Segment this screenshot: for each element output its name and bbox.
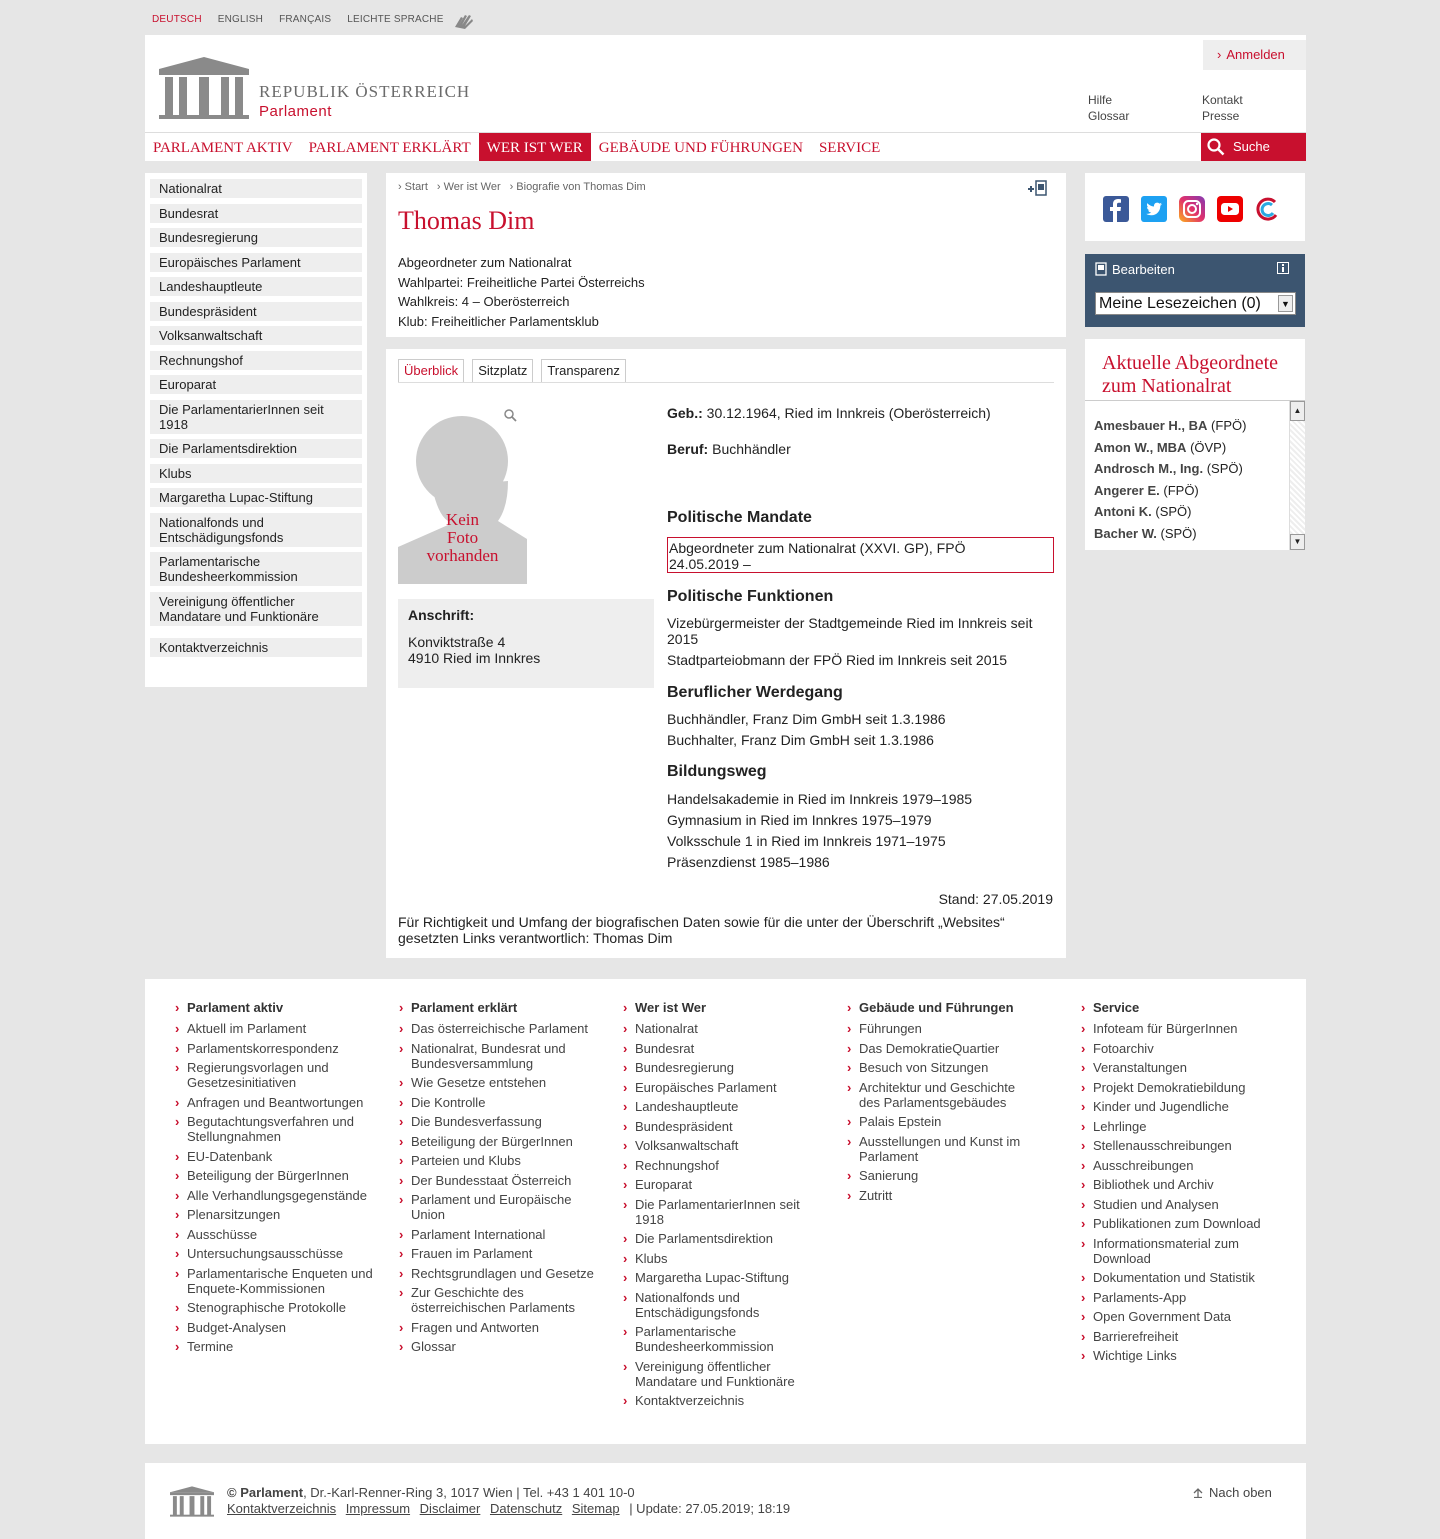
person-name: Thomas Dim: [398, 206, 535, 235]
footer-bottom: [145, 1463, 1306, 1539]
sidebar-item[interactable]: Bundesrat: [150, 204, 362, 223]
footer-link[interactable]: Kontaktverzeichnis: [227, 1501, 337, 1516]
chevron-down-icon: ▼: [1278, 295, 1293, 312]
tab-divider: [398, 382, 1054, 383]
address-line: Konviktstraße 4: [408, 634, 506, 650]
footer-link[interactable]: › Regierungsvorlagen und Gesetzesinitiativen: [175, 1060, 375, 1090]
sidebar-item[interactable]: Bundesregierung: [150, 228, 362, 247]
instagram-icon[interactable]: [1179, 196, 1205, 222]
breadcrumb-current: › Biografie von Thomas Dim: [510, 181, 646, 193]
member-name: Amesbauer H., BA: [1094, 418, 1208, 433]
footer-sitemap: [145, 979, 1306, 1444]
member-name: Amon W., MBA: [1094, 439, 1187, 455]
footer-link[interactable]: › Nationalfonds und Entschädigungsfonds: [623, 1290, 823, 1320]
photo-placeholder[interactable]: [398, 397, 527, 584]
funktion-item: Vizebürgermeister der Stadtgemeinde Ried im Innkreis seit 2015: [667, 615, 1033, 647]
footer-link[interactable]: Disclaimer: [419, 1501, 481, 1516]
address-text: , Dr.-Karl-Renner-Ring 3, 1017 Wien | Tel. +43 1 401 10-0: [303, 1485, 635, 1500]
sign-language-icon[interactable]: [451, 9, 477, 31]
footer-link[interactable]: › Europäisches Parlament: [623, 1080, 823, 1095]
sidebar: [145, 173, 367, 687]
footer-link[interactable]: › Fotoarchiv: [1081, 1041, 1271, 1056]
sidebar-item[interactable]: Volksanwaltschaft: [150, 326, 362, 345]
footer-col-heading[interactable]: › Service: [1081, 1000, 1271, 1015]
lang-francais[interactable]: FRANÇAIS: [279, 14, 332, 25]
footer-link[interactable]: Sitemap: [571, 1501, 620, 1516]
footer-link[interactable]: › Nationalrat, Bundesrat und Bundesversammlung: [399, 1041, 599, 1071]
bildung-item: Präsenzdienst 1985–1986: [667, 854, 830, 870]
sidebar-item[interactable]: Margaretha Lupac-Stiftung: [150, 488, 362, 507]
footer-link[interactable]: › EU-Datenbank: [175, 1149, 375, 1164]
footer-link[interactable]: › Lehrlinge: [1081, 1119, 1271, 1134]
footer-link[interactable]: › Nationalrat: [623, 1021, 823, 1036]
footer-link[interactable]: › Beteiligung der BürgerInnen: [175, 1168, 375, 1183]
person-role: Abgeordneter zum Nationalrat: [398, 255, 572, 270]
back-to-top[interactable]: [1193, 1485, 1272, 1500]
sidebar-item[interactable]: Die Parlamentsdirektion: [150, 439, 362, 458]
address-box: [398, 599, 654, 688]
no-photo-line: vorhanden: [426, 546, 499, 565]
language-bar: [152, 14, 444, 25]
funktion-item: Stadtparteiobmann der FPÖ Ried im Innkreis seit 2015: [667, 652, 1008, 668]
sidebar-item[interactable]: Vereinigung öffentlicher Mandatare und Funktionäre: [150, 592, 362, 626]
sidebar-item[interactable]: Parlamentarische Bundesheerkommission: [150, 552, 362, 586]
update-date: | Update: 27.05.2019; 18:19: [629, 1501, 791, 1516]
main-nav: [145, 132, 1306, 161]
person-district: Wahlkreis: 4 – Oberösterreich: [398, 294, 570, 309]
footer-link[interactable]: › Das DemokratieQuartier: [847, 1041, 1037, 1056]
person-summary: [398, 253, 645, 331]
sidebar-item[interactable]: Landeshauptleute: [150, 277, 362, 296]
member-item[interactable]: [1094, 437, 1288, 459]
footer-link[interactable]: › Das österreichische Parlament: [399, 1021, 599, 1036]
footer-col-heading[interactable]: › Wer ist Wer: [623, 1000, 823, 1015]
footer-link[interactable]: › Wichtige Links: [1081, 1348, 1271, 1363]
footer-link[interactable]: › Veranstaltungen: [1081, 1060, 1271, 1075]
footer-link[interactable]: › Termine: [175, 1339, 375, 1354]
member-name: Antoni K.: [1094, 504, 1152, 519]
footer-link[interactable]: › Zur Geschichte des österreichischen Parlaments: [399, 1285, 599, 1315]
footer-link[interactable]: › Infoteam für BürgerInnen: [1081, 1021, 1271, 1036]
mandate-dates: 24.05.2019 –: [669, 556, 751, 572]
footer-link[interactable]: › Bibliothek und Archiv: [1081, 1177, 1271, 1192]
title-line: Aktuelle Abgeordnete: [1102, 352, 1279, 374]
footer-link[interactable]: › Open Government Data: [1081, 1309, 1271, 1324]
footer-link[interactable]: › Landeshauptleute: [623, 1099, 823, 1114]
footer-link[interactable]: › Parteien und Klubs: [399, 1153, 599, 1168]
scroll-up-icon[interactable]: ▲: [1290, 401, 1305, 421]
footer-link[interactable]: › Aktuell im Parlament: [175, 1021, 375, 1036]
zoom-icon[interactable]: [504, 409, 517, 422]
section-bildung: Bildungsweg: [667, 763, 767, 780]
sidebar-item[interactable]: Die ParlamentarierInnen seit 1918: [150, 400, 362, 434]
footer-link[interactable]: › Dokumentation und Statistik: [1081, 1270, 1271, 1285]
job-value: Buchhändler: [712, 441, 791, 457]
arrow-up-icon: [1193, 1488, 1203, 1498]
member-item[interactable]: [1094, 480, 1288, 502]
member-name: Angerer E.: [1094, 482, 1160, 498]
demokratie-app-icon[interactable]: [1255, 196, 1281, 222]
member-item[interactable]: [1094, 501, 1288, 523]
footer-link[interactable]: › Wie Gesetze entstehen: [399, 1075, 599, 1090]
header-links-left: [1088, 92, 1129, 124]
logo-subtitle: Parlament: [259, 103, 332, 120]
document-icon: [1095, 262, 1107, 276]
nav-parlament-aktiv[interactable]: PARLAMENT AKTIV: [153, 140, 293, 156]
member-item[interactable]: [1094, 523, 1288, 545]
footer-link[interactable]: › Volksanwaltschaft: [623, 1138, 823, 1153]
footer-link[interactable]: › Margaretha Lupac-Stiftung: [623, 1270, 823, 1285]
member-name: Androsch M., Ing.: [1094, 461, 1204, 476]
press-link[interactable]: Presse: [1202, 109, 1240, 123]
site-header: [145, 35, 1306, 161]
sidebar-item[interactable]: Kontaktverzeichnis: [150, 638, 362, 657]
bearbeiten-label: Bearbeiten: [1112, 262, 1175, 277]
footer-link[interactable]: › Beteiligung der BürgerInnen: [399, 1134, 599, 1149]
person-club: Klub: Freiheitlicher Parlamentsklub: [398, 313, 599, 329]
footer-link[interactable]: › Anfragen und Beantwortungen: [175, 1095, 375, 1110]
footer-col-service: [1081, 1000, 1271, 1368]
copyright: © Parlament: [227, 1485, 304, 1500]
tab-bar: [398, 359, 626, 382]
footer-link[interactable]: › Plenarsitzungen: [175, 1207, 375, 1222]
footer-link[interactable]: › Architektur und Geschichte des Parlamentsgebäudes: [847, 1080, 1037, 1110]
footer-link[interactable]: › Studien und Analysen: [1081, 1197, 1271, 1212]
search-button[interactable]: [1201, 133, 1306, 161]
member-party: (SPÖ): [1206, 461, 1243, 476]
search-icon: [1207, 138, 1225, 156]
address-line: 4910 Ried im Innkres: [408, 650, 541, 666]
nav-wer-ist-wer[interactable]: WER IST WER: [479, 133, 591, 161]
title-line: zum Nationalrat: [1102, 374, 1232, 397]
footer-link[interactable]: › Sanierung: [847, 1168, 1037, 1183]
login-button[interactable]: › Anmelden: [1203, 40, 1306, 70]
sidebar-item[interactable]: Nationalrat: [150, 179, 362, 198]
footer-link[interactable]: › Budget-Analysen: [175, 1320, 375, 1335]
current-members-title: [1102, 352, 1278, 397]
footer-link[interactable]: Datenschutz: [489, 1501, 563, 1516]
footer-link[interactable]: › Palais Epstein: [847, 1114, 1037, 1129]
werdegang-item: Buchhändler, Franz Dim GmbH seit 1.3.1986: [667, 711, 946, 727]
footer-link[interactable]: › Klubs: [623, 1251, 823, 1266]
breadcrumb-start[interactable]: › Start: [398, 181, 428, 193]
footer-links: [227, 1501, 790, 1517]
sidebar-item[interactable]: Europarat: [150, 375, 362, 394]
footer-link[interactable]: › Europarat: [623, 1177, 823, 1192]
header-links-right: [1202, 92, 1243, 124]
footer-link[interactable]: › Die Parlamentsdirektion: [623, 1231, 823, 1246]
bio-panel: [386, 349, 1066, 958]
youtube-icon[interactable]: [1217, 196, 1243, 222]
logo-title: REPUBLIK ÖSTERREICH: [259, 82, 471, 101]
job-info: [667, 441, 791, 457]
footer-link[interactable]: › Stellenausschreibungen: [1081, 1138, 1271, 1153]
sidebar-item[interactable]: Bundespräsident: [150, 302, 362, 321]
footer-link[interactable]: › Projekt Demokratiebildung: [1081, 1080, 1271, 1095]
footer-col-parlament-erklaert: [399, 1000, 599, 1359]
search-label: Suche: [1233, 139, 1270, 154]
sidebar-item[interactable]: Klubs: [150, 464, 362, 483]
lang-leichte-sprache[interactable]: LEICHTE SPRACHE: [347, 14, 444, 25]
nav-gebaeude[interactable]: GEBÄUDE UND FÜHRUNGEN: [598, 140, 803, 156]
help-link[interactable]: Hilfe: [1088, 93, 1113, 107]
footer-link[interactable]: › Rechtsgrundlagen und Gesetze: [399, 1266, 599, 1281]
footer-link[interactable]: › Die Kontrolle: [399, 1095, 599, 1110]
footer-col-gebaeude: [847, 1000, 1037, 1207]
footer-link[interactable]: › Untersuchungsausschüsse: [175, 1246, 375, 1261]
member-party: (SPÖ): [1155, 504, 1192, 519]
member-party: (FPÖ): [1211, 418, 1247, 433]
current-members-panel: [1085, 339, 1305, 550]
footer-link[interactable]: › Fragen und Antworten: [399, 1320, 599, 1335]
parliament-small-logo-icon: [170, 1485, 214, 1517]
lang-deutsch[interactable]: DEUTSCH: [152, 14, 202, 25]
parliament-logo-icon[interactable]: [159, 55, 249, 119]
sidebar-item[interactable]: Rechnungshof: [150, 351, 362, 370]
footer-link[interactable]: › Ausschüsse: [175, 1227, 375, 1242]
bildung-item: Handelsakademie in Ried im Innkreis 1979–1985: [667, 791, 973, 807]
breadcrumb: [398, 181, 646, 193]
footer-link[interactable]: › Stenographische Protokolle: [175, 1300, 375, 1315]
footer-link[interactable]: › Vereinigung öffentlicher Mandatare und Funktionäre: [623, 1359, 823, 1389]
mandate-title: Abgeordneter zum Nationalrat (XXVI. GP), FPÖ: [669, 540, 966, 556]
nav-service[interactable]: SERVICE: [818, 140, 881, 156]
member-item[interactable]: [1094, 415, 1288, 437]
member-party: (FPÖ): [1163, 482, 1199, 498]
back-to-top-label: Nach oben: [1209, 1485, 1272, 1500]
bildung-item: Gymnasium in Ried im Innkres 1975–1979: [667, 812, 932, 828]
footer-link[interactable]: › Ausschreibungen: [1081, 1158, 1271, 1173]
footer-address: [227, 1485, 635, 1501]
tab-transparenz[interactable]: Transparenz: [541, 359, 626, 382]
footer-link[interactable]: › Ausstellungen und Kunst im Parlament: [847, 1134, 1037, 1164]
tab-sitzplatz[interactable]: Sitzplatz: [472, 359, 533, 382]
footer-col-heading[interactable]: › Parlament erklärt: [399, 1000, 599, 1015]
member-party: (ÖVP): [1190, 439, 1227, 455]
footer-col-parlament-aktiv: [175, 1000, 375, 1359]
breadcrumb-wer-ist-wer[interactable]: › Wer ist Wer: [437, 181, 501, 193]
add-bookmark-icon[interactable]: [1027, 180, 1047, 196]
lang-english[interactable]: ENGLISH: [217, 14, 264, 25]
section-funktionen: Politische Funktionen: [667, 588, 834, 605]
footer-link[interactable]: › Parlaments-App: [1081, 1290, 1271, 1305]
footer-link[interactable]: › Besuch von Sitzungen: [847, 1060, 1037, 1075]
footer-link[interactable]: › Glossar: [399, 1339, 599, 1354]
members-list: [1085, 401, 1288, 549]
footer-link[interactable]: › Parlament und Europäische Union: [399, 1192, 599, 1222]
nav-parlament-erklaert[interactable]: PARLAMENT ERKLÄRT: [308, 140, 471, 156]
contact-link[interactable]: Kontakt: [1202, 93, 1243, 107]
member-party: (SPÖ): [1160, 525, 1197, 541]
footer-link[interactable]: › Bundespräsident: [623, 1119, 823, 1134]
members-scrollbar[interactable]: [1289, 401, 1305, 550]
birth-value: 30.12.1964, Ried im Innkreis (Oberösterreich): [706, 405, 991, 421]
footer-link[interactable]: › Begutachtungsverfahren und Stellungnahmen: [175, 1114, 375, 1144]
section-mandate: Politische Mandate: [667, 509, 812, 526]
bookmarks-select[interactable]: [1095, 292, 1296, 315]
footer-link[interactable]: › Kinder und Jugendliche: [1081, 1099, 1271, 1114]
footer-link[interactable]: › Alle Verhandlungsgegenstände: [175, 1188, 375, 1203]
footer-link[interactable]: › Parlamentarische Enqueten und Enquete-Kommissionen: [175, 1266, 375, 1296]
address-label: Anschrift:: [408, 607, 475, 623]
person-party: Wahlpartei: Freiheitliche Partei Österreichs: [398, 274, 645, 290]
footer-link[interactable]: › Frauen im Parlament: [399, 1246, 599, 1261]
footer-col-wer-ist-wer: [623, 1000, 823, 1413]
footer-link[interactable]: › Der Bundesstaat Österreich: [399, 1173, 599, 1188]
footer-col-heading[interactable]: › Parlament aktiv: [175, 1000, 375, 1015]
footer-link[interactable]: › Bundesregierung: [623, 1060, 823, 1075]
bookmarks-select-value: Meine Lesezeichen (0): [1099, 295, 1261, 312]
footer-link[interactable]: › Barrierefreiheit: [1081, 1329, 1271, 1344]
job-label: Beruf:: [667, 441, 709, 457]
birth-label: Geb.:: [667, 405, 703, 421]
footer-link[interactable]: › Führungen: [847, 1021, 1037, 1036]
footer-link[interactable]: › Publikationen zum Download: [1081, 1216, 1271, 1231]
footer-link[interactable]: › Parlamentskorrespondenz: [175, 1041, 375, 1056]
stand-date: Stand: 27.05.2019: [938, 891, 1053, 907]
footer-link[interactable]: › Parlament International: [399, 1227, 599, 1242]
info-icon[interactable]: [1277, 262, 1289, 274]
birth-info: [667, 405, 991, 421]
person-header-panel: [386, 173, 1066, 337]
footer-link[interactable]: Impressum: [345, 1501, 411, 1516]
bildung-item: Volksschule 1 in Ried im Innkreis 1971–1975: [667, 833, 946, 849]
footer-link[interactable]: › Rechnungshof: [623, 1158, 823, 1173]
scroll-down-icon[interactable]: ▼: [1290, 534, 1305, 550]
footer-link[interactable]: › Parlamentarische Bundesheerkommission: [623, 1324, 823, 1354]
member-name: Bacher W.: [1094, 525, 1157, 541]
glossary-link[interactable]: Glossar: [1088, 109, 1130, 123]
no-photo-line: Foto: [446, 528, 479, 547]
werdegang-item: Buchhalter, Franz Dim GmbH seit 1.3.1986: [667, 732, 934, 748]
section-werdegang: Beruflicher Werdegang: [667, 684, 843, 701]
member-item[interactable]: [1094, 458, 1288, 480]
mandate-item: [667, 537, 1054, 573]
footer-link[interactable]: › Informationsmaterial zum Download: [1081, 1236, 1271, 1266]
twitter-icon[interactable]: [1141, 196, 1167, 222]
social-panel: [1085, 173, 1305, 241]
footer-link[interactable]: › Die ParlamentarierInnen seit 1918: [623, 1197, 823, 1227]
footer-link[interactable]: › Kontaktverzeichnis: [623, 1393, 823, 1408]
footer-link[interactable]: › Die Bundesverfassung: [399, 1114, 599, 1129]
disclaimer-text: Für Richtigkeit und Umfang der biografischen Daten sowie für die unter der Überschrift „Websites“ gesetzten Links verantwortlich: Thomas Dim: [398, 914, 1005, 946]
sidebar-item[interactable]: Europäisches Parlament: [150, 253, 362, 272]
no-photo-text: [398, 511, 527, 565]
sidebar-item[interactable]: Nationalfonds und Entschädigungsfonds: [150, 513, 362, 547]
facebook-icon[interactable]: [1103, 196, 1129, 222]
no-photo-line: Kein: [445, 510, 480, 529]
tab-ueberblick[interactable]: Überblick: [398, 359, 464, 382]
footer-link[interactable]: › Zutritt: [847, 1188, 1037, 1203]
bookmarks-panel: [1085, 254, 1305, 327]
footer-link[interactable]: › Bundesrat: [623, 1041, 823, 1056]
footer-col-heading[interactable]: › Gebäude und Führungen: [847, 1000, 1037, 1015]
